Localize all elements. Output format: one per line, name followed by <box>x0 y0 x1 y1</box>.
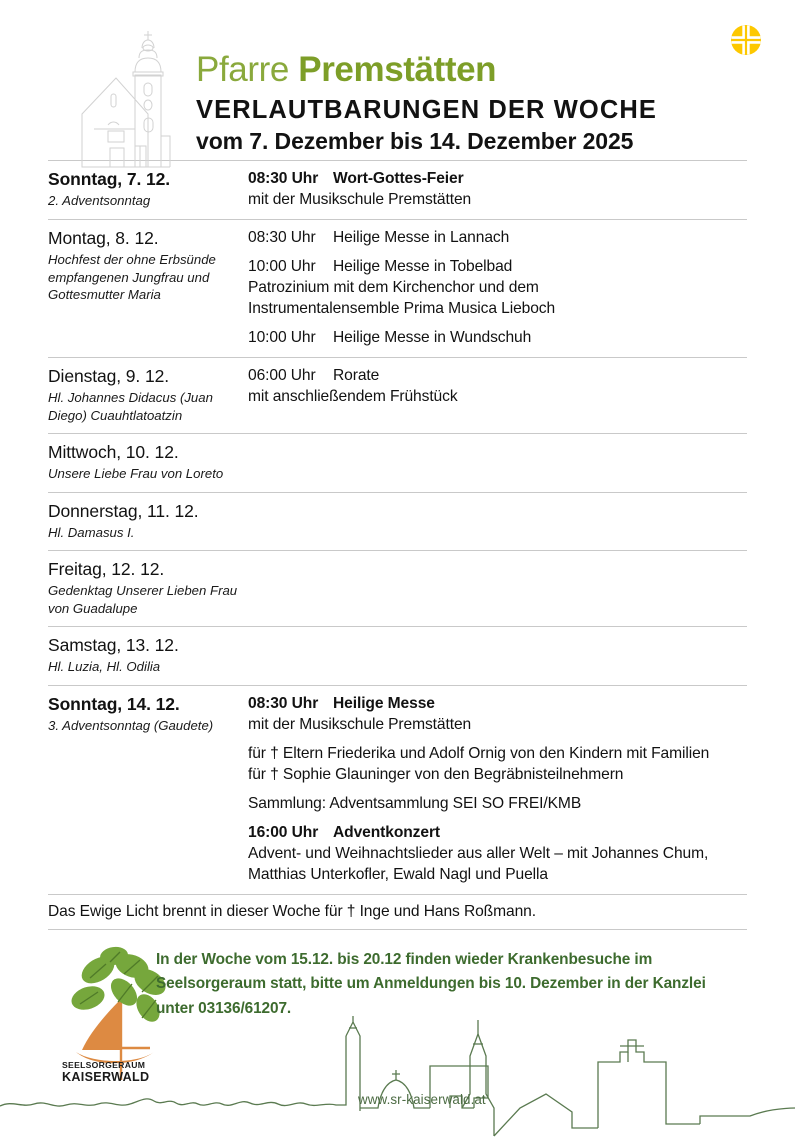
event-title: Heilige Messe in Wundschuh <box>333 329 532 346</box>
event-time: 10:00 Uhr <box>248 329 316 346</box>
event-detail-line: mit der Musikschule Premstätten <box>248 191 472 208</box>
event-title: Adventkonzert <box>333 823 441 841</box>
event <box>248 256 747 319</box>
parish-label: Pfarre <box>196 50 289 89</box>
day-feast: Hl. Luzia, Hl. Odilia <box>48 659 161 674</box>
event-detail-line: für † Eltern Friederika und Adolf Ornig von den Kindern mit Familien <box>248 744 710 762</box>
schedule-row <box>48 686 747 895</box>
event-time: 06:00 Uhr <box>248 367 316 384</box>
schedule-row <box>48 161 747 220</box>
event-title: Heilige Messe in Lannach <box>333 229 510 246</box>
yellow-circle-cross-icon <box>729 23 763 57</box>
day-feast: Unsere Liebe Frau von Loreto <box>48 466 224 481</box>
event-headline <box>248 327 747 348</box>
events-cell <box>248 168 747 210</box>
day-feast: 3. Adventsonntag (Gaudete) <box>48 717 214 733</box>
event-title: Heilige Messe in Tobelbad <box>333 258 513 275</box>
event-title: Wort-Gottes-Feier <box>333 170 464 187</box>
event-time: 16:00 Uhr <box>248 823 319 841</box>
page-title <box>196 48 657 92</box>
day-name: Dienstag, 9. 12. <box>48 366 169 386</box>
event-headline <box>248 168 747 189</box>
day-name: Montag, 8. 12. <box>48 228 159 248</box>
day-cell <box>48 634 248 676</box>
event <box>248 365 747 407</box>
day-cell <box>48 168 248 210</box>
schedule-row <box>48 434 747 493</box>
day-cell <box>48 227 248 304</box>
day-name: Donnerstag, 11. 12. <box>48 500 199 521</box>
church-line-drawing-icon <box>78 28 174 168</box>
schedule-row <box>48 551 747 627</box>
page-header <box>0 0 795 160</box>
event <box>248 227 747 248</box>
header-subtitle: VERLAUTBARUNGEN DER WOCHE <box>196 96 657 124</box>
website-url: www.sr-kaiserwald.at <box>358 1091 486 1107</box>
event-title: Heilige Messe <box>333 694 435 712</box>
page-footer <box>0 940 795 1140</box>
day-cell <box>48 500 248 542</box>
event <box>248 743 747 785</box>
logo-line-1: SEELSORGERAUM <box>62 1059 146 1070</box>
logo-line-2: KAISERWALD <box>62 1069 150 1084</box>
event-headline <box>248 822 747 843</box>
event-time: 08:30 Uhr <box>248 229 316 246</box>
event-detail-line: Advent- und Weihnachtslieder aus aller Welt – mit Johannes Chum, Matthias Unterkofler, Ewald Nagl und Puella <box>248 844 709 883</box>
event-detail-line: Patrozinium mit dem Kirchenchor und dem <box>248 279 539 296</box>
eternal-light-note: Das Ewige Licht brennt in dieser Woche für † Inge und Hans Roßmann. <box>48 895 747 930</box>
header-date-range: vom 7. Dezember bis 14. Dezember 2025 <box>196 128 634 154</box>
notice-text: In der Woche vom 15.12. bis 20.12 finden wieder Krankenbesuche im Seelsorgeraum statt, bitte um Anmeldungen bis 10. Dezember in der Kanzlei unter 03136/61207. <box>156 950 706 1017</box>
event-headline <box>248 227 747 248</box>
event-time: 08:30 Uhr <box>248 694 319 712</box>
day-name: Freitag, 12. 12. <box>48 559 165 579</box>
event <box>248 168 747 210</box>
day-feast: Gedenktag Unserer Lieben Frau von Guadalupe <box>48 583 238 616</box>
day-name: Sonntag, 14. 12. <box>48 693 180 714</box>
schedule-row <box>48 220 747 358</box>
day-name: Sonntag, 7. 12. <box>48 169 170 189</box>
event <box>248 327 747 348</box>
event-detail-line: mit der Musikschule Premstätten <box>248 715 472 733</box>
event-headline <box>248 693 747 714</box>
day-feast: Hochfest der ohne Erbsünde empfangenen Jungfrau und Gottesmutter Maria <box>48 252 216 302</box>
event <box>248 822 747 885</box>
event-headline <box>248 256 747 277</box>
header-titles <box>196 48 657 156</box>
day-name: Samstag, 13. 12. <box>48 635 179 655</box>
event-detail-line: Instrumentalensemble Prima Musica Lieboch <box>248 300 556 317</box>
schedule-row <box>48 493 747 552</box>
day-feast: 2. Adventsonntag <box>48 193 151 208</box>
day-name: Mittwoch, 10. 12. <box>48 442 179 462</box>
day-cell <box>48 365 248 424</box>
event-time: 10:00 Uhr <box>248 258 316 275</box>
day-feast: Hl. Johannes Didacus (Juan Diego) Cuauhtlatoatzin <box>48 390 213 423</box>
schedule-row <box>48 358 747 434</box>
event-time: 08:30 Uhr <box>248 170 319 187</box>
event <box>248 793 747 814</box>
event-detail-line: für † Sophie Glauninger von den Begräbnisteilnehmern <box>248 765 624 783</box>
event-detail-line: Sammlung: Adventsammlung SEI SO FREI/KMB <box>248 794 582 812</box>
day-cell <box>48 558 248 617</box>
day-feast: Hl. Damasus I. <box>48 524 135 540</box>
event <box>248 693 747 735</box>
events-cell <box>248 693 747 885</box>
schedule-row <box>48 627 747 686</box>
events-cell <box>248 227 747 348</box>
schedule-table <box>48 160 747 895</box>
day-cell <box>48 441 248 483</box>
event-detail-line: mit anschließendem Frühstück <box>248 388 458 405</box>
event-title: Rorate <box>333 367 380 384</box>
event-headline <box>248 365 747 386</box>
parish-name: Premstätten <box>298 50 497 89</box>
day-cell <box>48 693 248 735</box>
events-cell <box>248 365 747 407</box>
